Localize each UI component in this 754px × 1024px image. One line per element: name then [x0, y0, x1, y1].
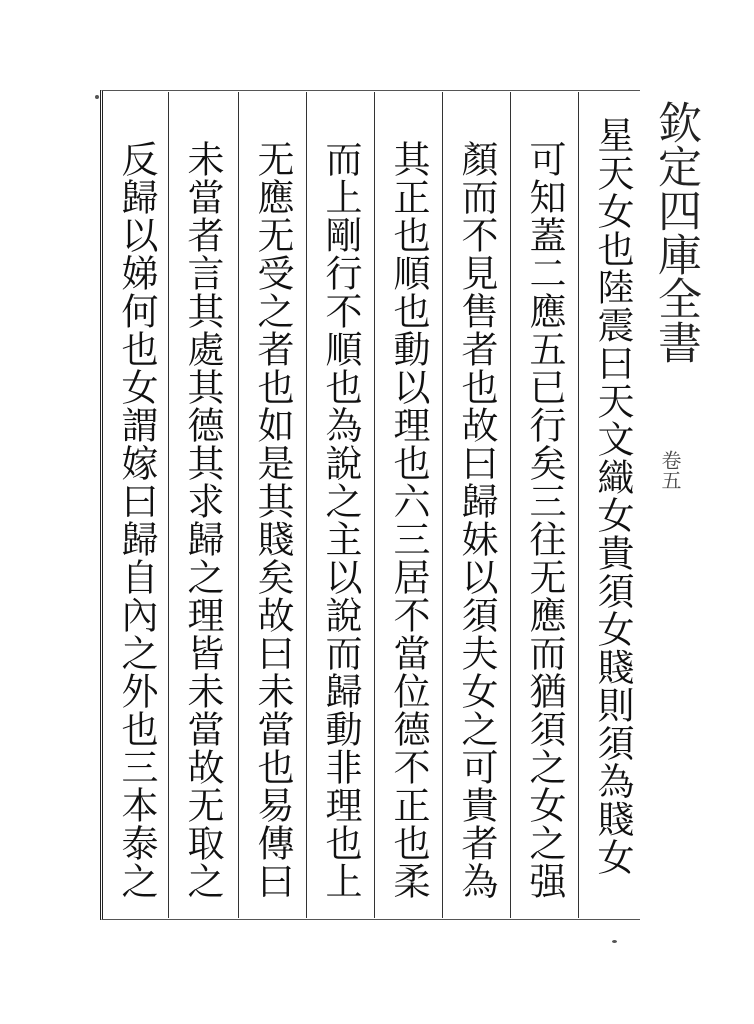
text-column-7: 未當者言其處其德其求歸之理皆未當故无取之 — [181, 140, 224, 900]
text-column-6: 无應无受之者也如是其賤矣故曰未當也易傳曰 — [251, 140, 294, 900]
text-column-2: 可知蓋二應五已行矣三往无應而猶須之女之强 — [523, 140, 566, 900]
text-column-3: 顏而不見售者也故曰歸妹以須夫女之可貴者為 — [455, 140, 498, 900]
text-column-1: 星天女也陸震曰天文織女貴須女賤則須為賤女 — [591, 116, 634, 876]
column-rule — [306, 92, 307, 918]
column-rule — [238, 92, 239, 918]
column-rule — [510, 92, 511, 918]
text-column-5: 而上剛行不順也為說之主以說而歸動非理也上 — [319, 140, 362, 900]
scan-speck — [95, 95, 99, 99]
scan-speck — [612, 940, 617, 943]
margin-volume: 卷五 — [658, 450, 682, 490]
column-rule — [168, 92, 169, 918]
text-column-8: 反歸以娣何也女謂嫁曰歸自內之外也三本泰之 — [115, 140, 158, 900]
column-rule — [374, 92, 375, 918]
text-column-4: 其正也順也動以理也六三居不當位德不正也柔 — [387, 140, 430, 900]
column-rule — [442, 92, 443, 918]
margin-title: 欽定四庫全書 — [650, 100, 701, 364]
column-rule — [578, 92, 579, 918]
